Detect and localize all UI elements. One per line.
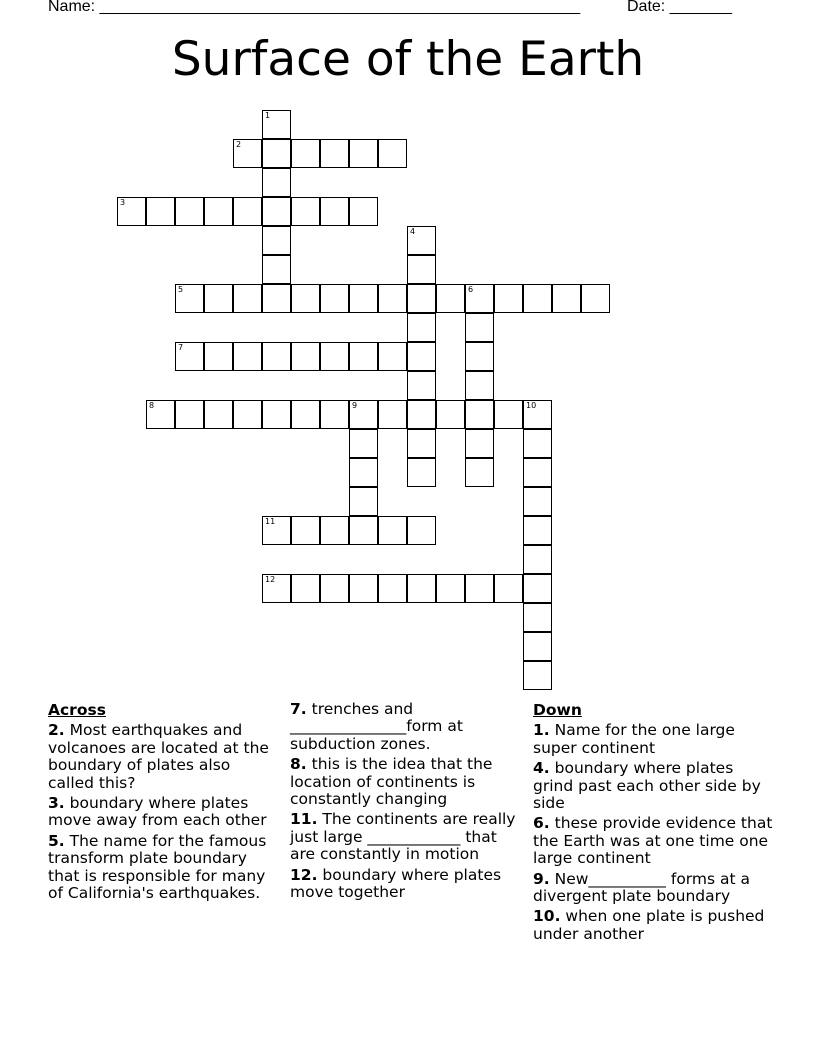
crossword-cell[interactable] [436,574,465,603]
crossword-cell[interactable] [407,342,436,371]
crossword-cell[interactable] [378,516,407,545]
cell-number: 6 [468,285,474,294]
crossword-cell[interactable] [552,284,581,313]
crossword-cell[interactable] [233,197,262,226]
crossword-cell[interactable] [233,400,262,429]
crossword-cell[interactable] [146,400,175,429]
across-clues-column [48,701,280,905]
date-field-line: Date: _______ [627,0,732,15]
crossword-cell[interactable] [349,400,378,429]
crossword-cell[interactable] [320,342,349,371]
crossword-cell[interactable] [233,139,262,168]
crossword-cell[interactable] [407,400,436,429]
crossword-cell[interactable] [523,429,552,458]
clue-text: New__________ forms at a divergent plate boundary [533,869,751,906]
crossword-cell[interactable] [407,255,436,284]
clue-text: boundary where plates grind past each other side by side [533,759,761,813]
clue-down-1 [533,722,773,757]
clue-number: 7. [290,700,307,718]
cell-number: 9 [352,401,358,410]
crossword-cell[interactable] [407,458,436,487]
clue-across-11 [290,811,520,863]
crossword-cell[interactable] [320,516,349,545]
crossword-cell[interactable] [291,342,320,371]
clue-number: 12. [290,865,318,884]
cell-number: 7 [178,343,184,352]
clue-across-2 [48,722,280,792]
crossword-cell[interactable] [204,197,233,226]
crossword-cell[interactable] [523,603,552,632]
crossword-cell[interactable] [465,284,494,313]
cell-number: 5 [178,285,184,294]
clue-number: 6. [533,814,550,833]
clue-number: 5. [48,831,65,850]
clue-number: 10. [533,907,561,926]
crossword-cell[interactable] [291,284,320,313]
crossword-cell[interactable] [175,342,204,371]
crossword-cell[interactable] [465,400,494,429]
crossword-cell[interactable] [523,458,552,487]
crossword-cell[interactable] [349,139,378,168]
crossword-cell[interactable] [204,400,233,429]
crossword-cell[interactable] [465,458,494,487]
crossword-cell[interactable] [175,284,204,313]
crossword-cell[interactable] [320,284,349,313]
crossword-cell[interactable] [407,226,436,255]
crossword-cell[interactable] [262,255,291,284]
clue-across-7 [290,701,520,753]
cell-number: 12 [265,575,276,584]
crossword-cell[interactable] [465,342,494,371]
clue-across-5 [48,833,280,903]
across-clues-continued-column [290,701,520,904]
clue-text: boundary where plates move away from each other [48,794,267,830]
crossword-cell[interactable] [494,574,523,603]
crossword-cell[interactable] [523,661,552,690]
crossword-cell[interactable] [146,197,175,226]
crossword-cell[interactable] [320,139,349,168]
crossword-cell[interactable] [465,574,494,603]
clue-text: when one plate is pushed under another [533,907,765,943]
clue-text: Name for the one large super continent [533,721,735,757]
page-title: Surface of the Earth [171,32,645,87]
crossword-cell[interactable] [262,226,291,255]
crossword-cell[interactable] [175,400,204,429]
crossword-cell[interactable] [465,429,494,458]
crossword-cell[interactable] [407,516,436,545]
clue-down-4 [533,760,773,812]
clue-number: 9. [533,869,550,888]
crossword-cell[interactable] [494,284,523,313]
crossword-cell[interactable] [378,400,407,429]
crossword-cell[interactable] [407,371,436,400]
crossword-cell[interactable] [523,487,552,516]
crossword-cell[interactable] [494,400,523,429]
down-heading: Down [533,701,582,719]
clue-text: this is the idea that the location of continents is constantly changing [290,755,493,809]
clue-across-8 [290,756,520,808]
crossword-cell[interactable] [262,516,291,545]
crossword-cell[interactable] [349,574,378,603]
crossword-cell[interactable] [436,284,465,313]
cell-number: 2 [236,140,242,149]
clue-number: 11. [290,810,318,829]
clue-down-6 [533,815,773,867]
crossword-cell[interactable] [465,313,494,342]
crossword-cell[interactable] [407,574,436,603]
crossword-cell[interactable] [407,429,436,458]
cell-number: 4 [410,227,416,236]
crossword-cell[interactable] [320,574,349,603]
crossword-cell[interactable] [233,284,262,313]
clue-number: 8. [290,755,307,774]
clue-text: boundary where plates move together [290,865,502,902]
clue-number: 1. [533,721,550,740]
crossword-cell[interactable] [436,400,465,429]
clue-text: trenches and _______________form at subduction zones. [290,700,463,753]
crossword-cell[interactable] [291,400,320,429]
crossword-cell[interactable] [349,197,378,226]
clue-across-3 [48,795,280,830]
crossword-cell[interactable] [349,284,378,313]
crossword-cell[interactable] [262,139,291,168]
clue-text: The name for the famous transform plate boundary that is responsible for many of California's earthquakes. [48,831,267,903]
crossword-cell[interactable] [378,284,407,313]
cell-number: 1 [265,111,271,120]
name-field-line: Name: ______________________________________________________ [48,0,581,15]
crossword-cell[interactable] [581,284,610,313]
down-clues-column [533,701,773,946]
crossword-cell[interactable] [204,284,233,313]
crossword-cell[interactable] [262,574,291,603]
clue-text: these provide evidence that the Earth was at one time one large continent [533,814,773,868]
crossword-cell[interactable] [175,197,204,226]
crossword-cell[interactable] [523,632,552,661]
crossword-cell[interactable] [378,574,407,603]
crossword-cell[interactable] [349,429,378,458]
crossword-cell[interactable] [204,342,233,371]
crossword-cell[interactable] [291,139,320,168]
crossword-cell[interactable] [407,284,436,313]
crossword-cell[interactable] [117,197,146,226]
across-heading: Across [48,701,106,719]
crossword-cell[interactable] [523,284,552,313]
crossword-cell[interactable] [378,342,407,371]
crossword-cell[interactable] [349,458,378,487]
crossword-cell[interactable] [523,545,552,574]
cell-number: 10 [526,401,537,410]
clue-text: The continents are really just large ____________ that are constantly in motion [290,810,516,864]
crossword-cell[interactable] [349,342,378,371]
crossword-cell[interactable] [320,197,349,226]
crossword-cell[interactable] [291,516,320,545]
crossword-cell[interactable] [378,139,407,168]
crossword-cell[interactable] [349,516,378,545]
crossword-cell[interactable] [291,574,320,603]
crossword-cell[interactable] [262,284,291,313]
crossword-cell[interactable] [262,168,291,197]
crossword-cell[interactable] [262,400,291,429]
crossword-cell[interactable] [233,342,262,371]
cell-number: 11 [265,517,276,526]
cell-number: 3 [120,198,126,207]
cell-number: 8 [149,401,155,410]
clue-number: 2. [48,721,65,740]
clue-across-12 [290,867,520,902]
crossword-cell[interactable] [320,400,349,429]
crossword-cell[interactable] [262,197,291,226]
crossword-cell[interactable] [523,400,552,429]
crossword-cell[interactable] [407,313,436,342]
clue-number: 4. [533,759,550,778]
crossword-cell[interactable] [523,574,552,603]
clue-down-9 [533,871,773,906]
clue-text: Most earthquakes and volcanoes are located at the boundary of plates also called this? [48,721,269,792]
crossword-cell[interactable] [523,516,552,545]
crossword-cell[interactable] [262,342,291,371]
clue-number: 3. [48,794,65,813]
crossword-cell[interactable] [465,371,494,400]
crossword-cell[interactable] [262,110,291,139]
crossword-cell[interactable] [349,487,378,516]
crossword-cell[interactable] [291,197,320,226]
clue-down-10 [533,908,773,943]
